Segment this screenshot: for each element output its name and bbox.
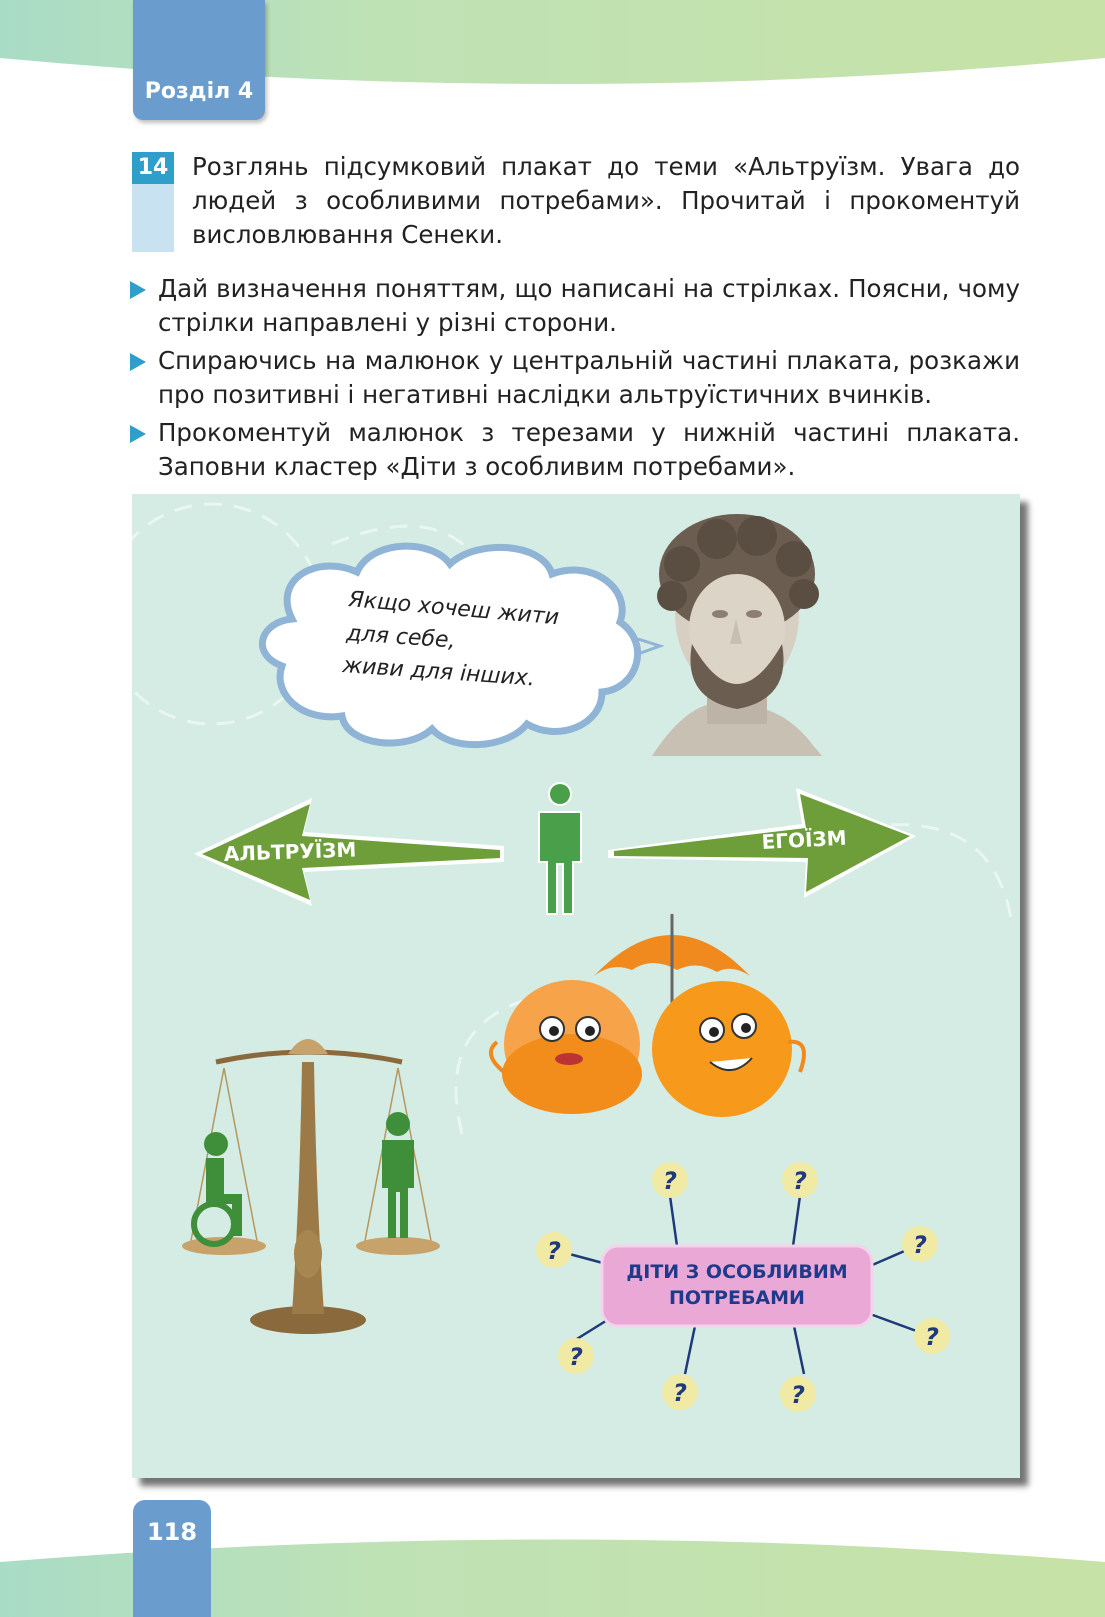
- cluster-bubble-question: ?: [913, 1231, 927, 1259]
- cluster-diagram: [562, 1196, 930, 1374]
- seneca-bust-image: [652, 514, 822, 756]
- scales-image: [182, 1039, 440, 1334]
- arrow-egoism-label: ЕГОЇЗМ: [761, 825, 848, 854]
- page-number: [133, 1500, 211, 1617]
- cluster-bubble-question: ?: [791, 1381, 805, 1409]
- task-number-strip: [132, 184, 174, 252]
- cluster-label-line1: ДІТИ З ОСОБЛИВИМ: [626, 1261, 848, 1283]
- quote-line-3: живи для інших.: [341, 653, 536, 692]
- bullet-text: Спираючись на малюнок у центральній частині плаката, розкажи про позитивні і негативні наслідки альтруїстичних вчинків.: [158, 346, 1020, 409]
- quote-cloud: [262, 546, 660, 744]
- person-icon: [539, 782, 581, 914]
- cluster-bubble-question: ?: [547, 1237, 561, 1265]
- page-number-text: 118: [146, 1518, 198, 1546]
- arrow-altruism-label: АЛЬТРУЇЗМ: [223, 837, 357, 866]
- summary-poster: [132, 494, 1020, 1478]
- bullet-arrow-icon: [130, 425, 146, 443]
- section-tab: [133, 0, 265, 120]
- arrow-altruism: [194, 798, 504, 906]
- cluster-bubble-question: ?: [793, 1167, 807, 1195]
- bullet-text: Дай визначення поняттям, що написані на стрілках. Поясни, чому стрілки направлені у різні сторони.: [158, 274, 1020, 337]
- quote-line-2: для себе,: [345, 621, 457, 654]
- arrow-egoism: [608, 788, 916, 898]
- quote-line-1: Якщо хочеш жити: [347, 587, 560, 631]
- cluster-bubble-question: ?: [673, 1379, 687, 1407]
- cluster-bubble-question: ?: [663, 1167, 677, 1195]
- bullet-arrow-icon: [130, 281, 146, 299]
- bullet-arrow-icon: [130, 353, 146, 371]
- cluster-label-line2: ПОТРЕБАМИ: [669, 1287, 805, 1309]
- section-label: Розділ 4: [144, 79, 254, 104]
- cluster-bubble-question: ?: [569, 1343, 583, 1371]
- poster-illustration: [132, 494, 1020, 1478]
- task-number-badge: 14: [132, 152, 174, 184]
- bullet-text: Прокоментуй малюнок з терезами у нижній частині плаката. Заповни кластер «Діти з особливим потребами».: [158, 418, 1020, 481]
- task-text: Розглянь підсумковий плакат до теми «Альтруїзм. Увага до людей з особливими потребами». Прочитай і прокоментуй висловлювання Сенеки.: [192, 152, 1020, 249]
- cluster-bubble-question: ?: [925, 1323, 939, 1351]
- oranges-umbrella-image: [491, 914, 804, 1117]
